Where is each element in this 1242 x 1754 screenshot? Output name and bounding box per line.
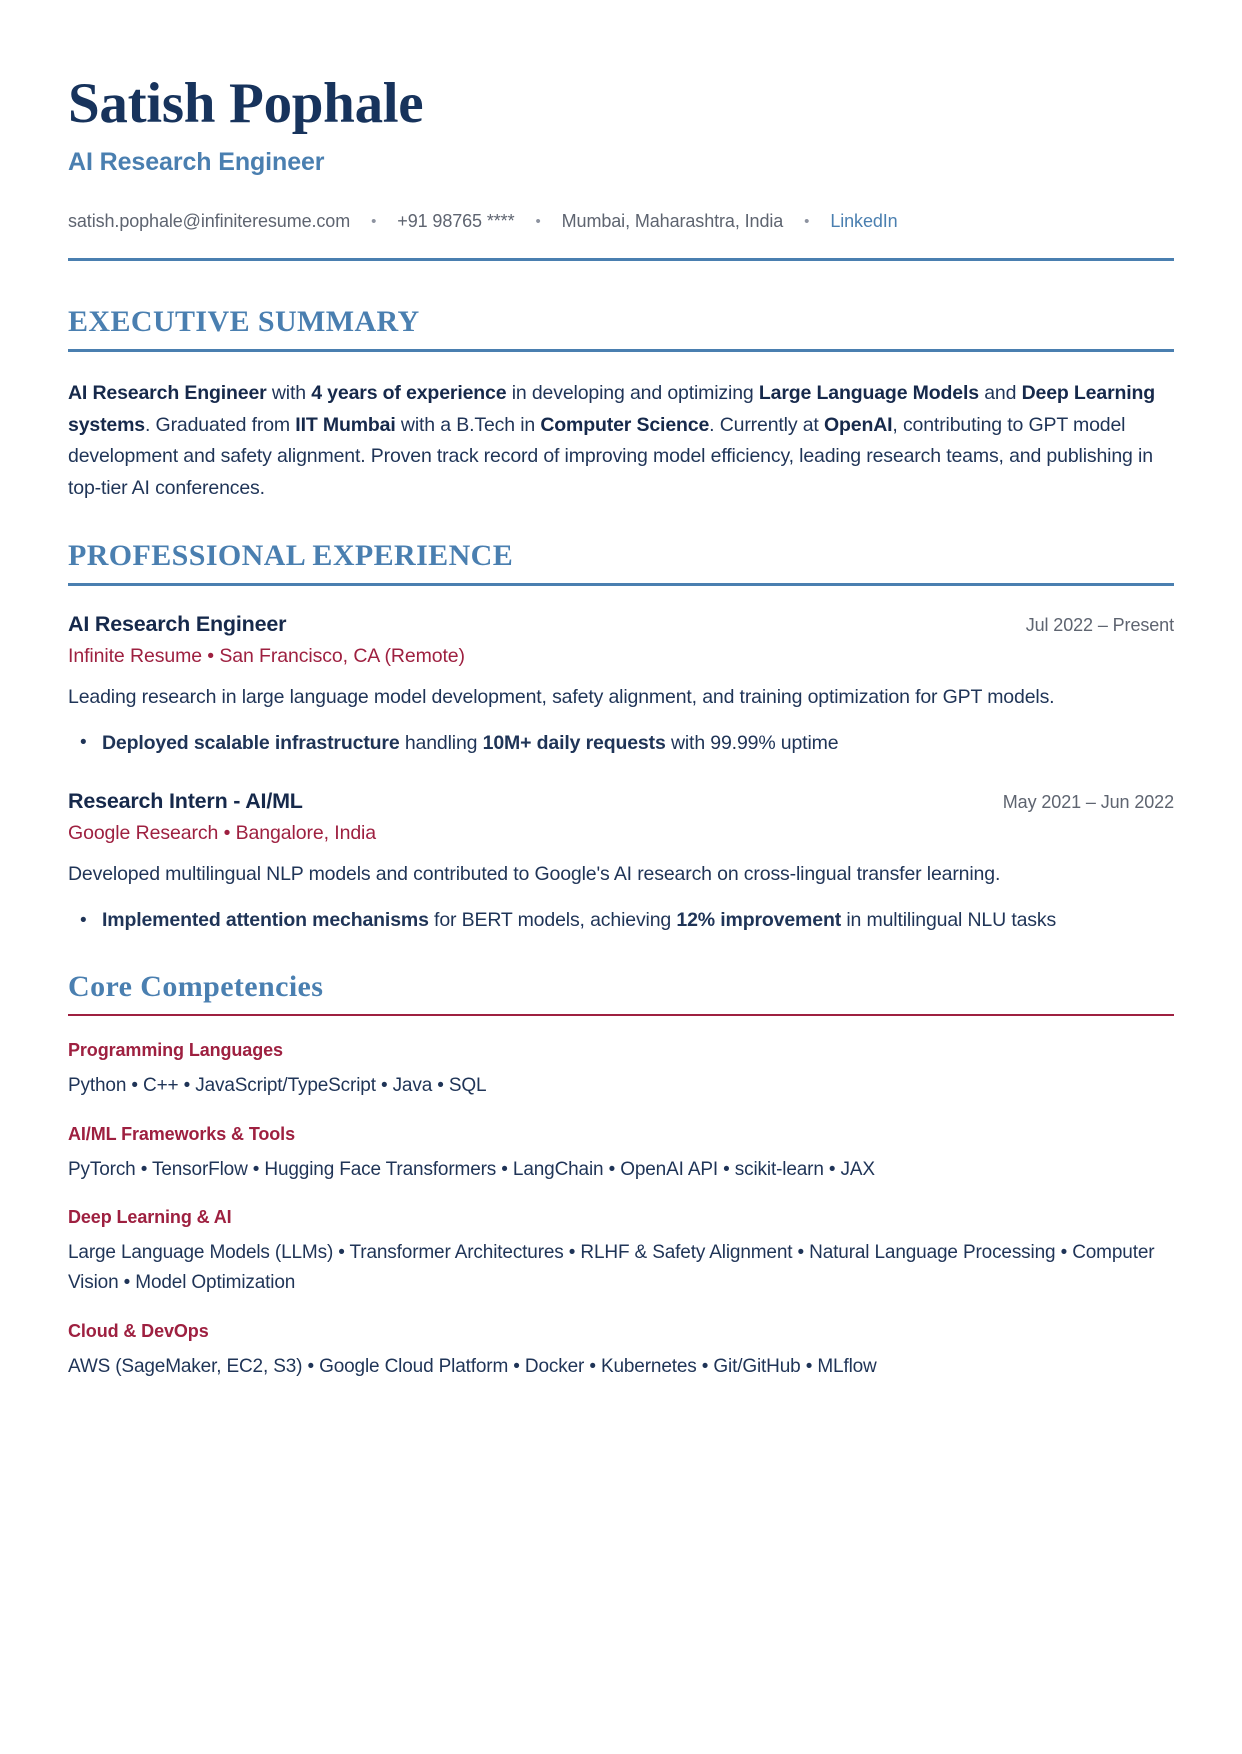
- skill-category-label: Programming Languages: [68, 1040, 283, 1061]
- header-divider: [68, 258, 1174, 261]
- skill-group: [68, 1124, 1174, 1185]
- job-dates: May 2021 – Jun 2022: [1002, 792, 1174, 813]
- experience-entry: [68, 612, 1174, 759]
- emphasis-text: IIT Mumbai: [295, 413, 396, 436]
- job-bullet-item: [68, 905, 1174, 937]
- job-company-location: Infinite Resume • San Francisco, CA (Remote): [68, 644, 465, 667]
- plain-text: handling: [399, 731, 483, 754]
- experience-entry-header: [68, 612, 1174, 637]
- contact-line: [68, 211, 1174, 232]
- emphasis-text: Deployed scalable infrastructure: [102, 731, 400, 754]
- plain-text: in developing and optimizing: [506, 381, 759, 404]
- emphasis-text: 10M+ daily requests: [482, 731, 666, 754]
- bullet-separator-icon: •: [371, 212, 377, 230]
- bullet-text: [102, 909, 1056, 931]
- job-bullet-list: [68, 728, 1174, 760]
- job-dates: Jul 2022 – Present: [1025, 614, 1174, 635]
- skill-items: Python • C++ • JavaScript/TypeScript • Java • SQL: [68, 1075, 487, 1097]
- section-divider: [68, 1014, 1174, 1016]
- emphasis-text: AI Research Engineer: [68, 381, 267, 404]
- job-title: AI Research Engineer: [68, 611, 287, 636]
- section-divider: [68, 583, 1174, 586]
- experience-entry-header: [68, 789, 1174, 814]
- resume-header: [68, 72, 1174, 261]
- bullet-dot-icon: •: [80, 731, 87, 753]
- section-divider: [68, 349, 1174, 352]
- bullet-text: [102, 732, 838, 754]
- emphasis-text: Implemented attention mechanisms: [102, 908, 429, 931]
- contact-location: Mumbai, Maharashtra, India: [561, 210, 784, 231]
- experience-entry: [68, 789, 1174, 936]
- experience-list: [68, 612, 1174, 936]
- job-title: Research Intern - AI/ML: [68, 789, 303, 814]
- plain-text: , contributing to GPT model development and safety alignment. Proven track record of improving model efficiency, leading research teams, and publishing in top-tier AI conferences.: [68, 413, 1153, 500]
- plain-text: in multilingual NLU tasks: [841, 908, 1057, 931]
- section-title-skills: Core Competencies: [68, 970, 324, 1004]
- skills-list: [68, 1040, 1174, 1382]
- bullet-dot-icon: •: [80, 909, 87, 931]
- skill-items: Large Language Models (LLMs) • Transformer Architectures • RLHF & Safety Alignment • Natural Language Processing • Computer Vision • Model Optimization: [68, 1242, 1155, 1294]
- plain-text: and: [978, 381, 1022, 404]
- job-bullet-list: [68, 905, 1174, 937]
- plain-text: with: [266, 381, 312, 404]
- skill-group: [68, 1040, 1174, 1101]
- emphasis-text: 12% improvement: [676, 908, 842, 931]
- plain-text: with a B.Tech in: [395, 413, 541, 436]
- emphasis-text: Deep Learning systems: [68, 381, 1156, 436]
- section-title-summary: EXECUTIVE SUMMARY: [68, 304, 420, 338]
- contact-phone[interactable]: +91 98765 ****: [397, 210, 515, 231]
- job-bullet-item: [68, 728, 1174, 760]
- plain-text: for BERT models, achieving: [428, 908, 677, 931]
- emphasis-text: Large Language Models: [758, 381, 979, 404]
- skill-category-label: AI/ML Frameworks & Tools: [68, 1123, 295, 1144]
- section-title-experience: PROFESSIONAL EXPERIENCE: [68, 538, 514, 572]
- job-description: Leading research in large language model development, safety alignment, and training optimization for GPT models.: [68, 685, 1055, 708]
- plain-text: . Graduated from: [145, 413, 296, 436]
- section-core-competencies: [68, 970, 1174, 1382]
- candidate-headline: AI Research Engineer: [68, 147, 325, 176]
- summary-text: [68, 378, 1174, 505]
- emphasis-text: OpenAI: [823, 413, 893, 436]
- skill-items: AWS (SageMaker, EC2, S3) • Google Cloud Platform • Docker • Kubernetes • Git/GitHub • MLflow: [68, 1355, 877, 1377]
- skill-group: [68, 1321, 1174, 1382]
- plain-text: with 99.99% uptime: [665, 731, 839, 754]
- skill-items: PyTorch • TensorFlow • Hugging Face Transformers • LangChain • OpenAI API • scikit-learn • JAX: [68, 1158, 875, 1180]
- contact-email[interactable]: satish.pophale@infiniteresume.com: [68, 210, 351, 231]
- section-executive-summary: [68, 305, 1174, 505]
- contact-linkedin-link[interactable]: LinkedIn: [830, 210, 898, 231]
- bullet-separator-icon: •: [535, 212, 541, 230]
- skill-group: [68, 1207, 1174, 1299]
- job-company-location: Google Research • Bangalore, India: [68, 822, 377, 845]
- emphasis-text: Computer Science: [540, 413, 710, 436]
- skill-category-label: Deep Learning & AI: [68, 1207, 232, 1228]
- plain-text: . Currently at: [709, 413, 824, 436]
- emphasis-text: 4 years of experience: [311, 381, 507, 404]
- section-professional-experience: [68, 539, 1174, 936]
- job-description: Developed multilingual NLP models and contributed to Google's AI research on cross-lingual transfer learning.: [68, 863, 1001, 886]
- candidate-name: Satish Pophale: [68, 72, 424, 135]
- skill-category-label: Cloud & DevOps: [68, 1320, 209, 1341]
- bullet-separator-icon: •: [804, 212, 810, 230]
